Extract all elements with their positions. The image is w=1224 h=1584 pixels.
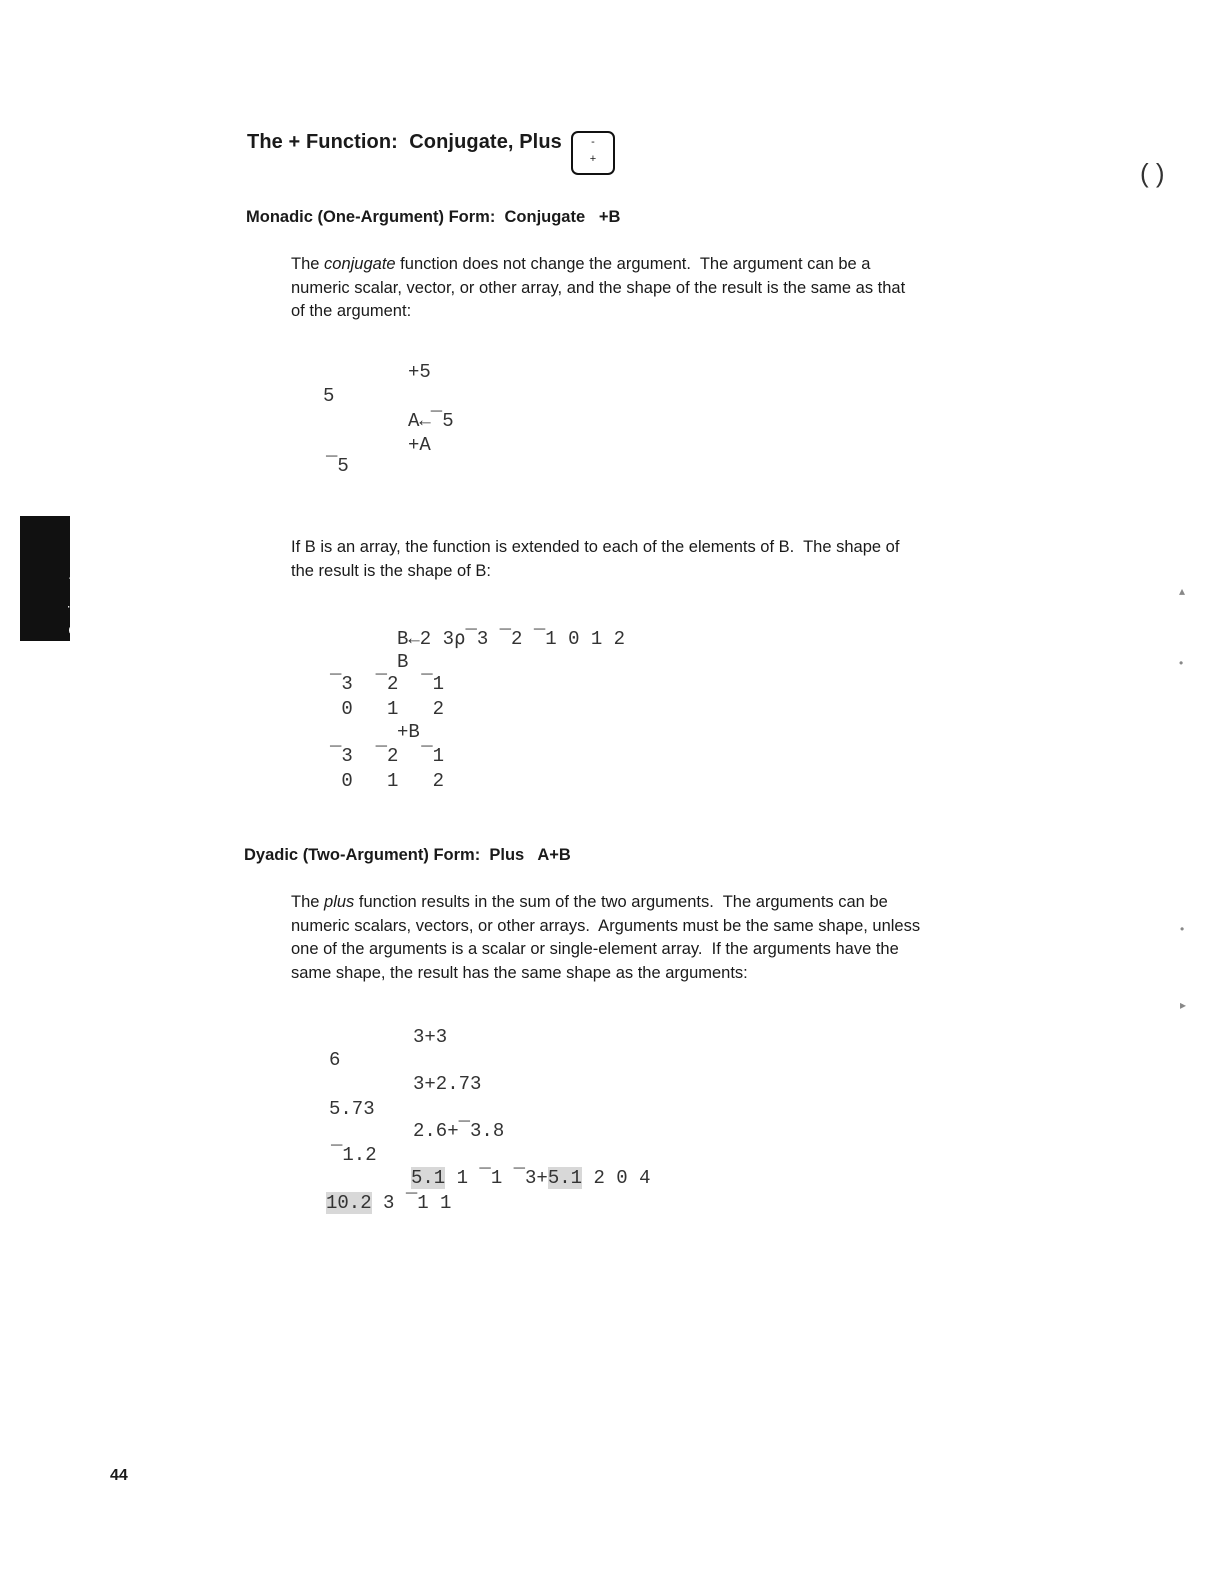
monadic-heading: Monadic (One-Argument) Form: Conjugate +B (246, 208, 621, 226)
highlight-10-2: 10.2 (326, 1192, 372, 1214)
monadic-line-1 (291, 253, 971, 277)
dyadic-paragraph (291, 891, 971, 985)
binding-mark-icon: ( ) (1140, 158, 1165, 188)
ex2-output-2: 0 1 2 (330, 698, 445, 720)
keycap-lower: + (589, 153, 597, 165)
scan-dot-icon: • (1180, 922, 1185, 936)
ex1-input-2: A←¯5 (408, 410, 454, 432)
keycap-upper: - (591, 136, 595, 148)
conjugate-term: conjugate (324, 255, 396, 273)
dyadic-line-3: one of the arguments is a scalar or single-element array. If the arguments have the (291, 940, 899, 958)
ex3-input-3: 2.6+¯3.8 (413, 1120, 505, 1142)
text-the: The (291, 255, 325, 273)
ex2-output-3: ¯3 ¯2 ¯1 (330, 745, 445, 767)
tab-line-1: Conjugate (66, 567, 83, 636)
array-line-1: If B is an array, the function is extended to each of the elements of B. The shape of (291, 538, 900, 556)
ex3-output-3: ¯1.2 (331, 1144, 377, 1166)
ex3-input-4-end: 2 0 4 (582, 1167, 651, 1189)
ex1-output-2: ¯5 (326, 455, 349, 477)
monadic-line-3: of the argument: (291, 302, 412, 320)
scan-dot-icon: ▸ (1180, 998, 1187, 1012)
array-paragraph (291, 536, 971, 583)
highlight-5-1-b: 5.1 (547, 1167, 583, 1189)
highlight-5-1-a: 5.1 (411, 1167, 446, 1189)
ex3-output-1: 6 (329, 1049, 341, 1071)
monadic-paragraph (291, 253, 971, 324)
text-the: The (291, 893, 325, 911)
ex3-output-4-rest: 3 ¯1 1 (371, 1192, 452, 1214)
ex3-input-1: 3+3 (413, 1026, 448, 1048)
ex3-input-2: 3+2.73 (413, 1073, 482, 1095)
dyadic-line-1 (291, 891, 971, 915)
ex2-output-4: 0 1 2 (330, 770, 445, 792)
array-line-2: the result is the shape of B: (291, 561, 491, 580)
tab-line-2: Plus (126, 606, 143, 636)
dyadic-line-2: numeric scalars, vectors, or other arrays. Arguments must be the same shape, unless (291, 916, 921, 935)
ex3-output-4 (326, 1192, 451, 1214)
ex3-output-2: 5.73 (329, 1098, 375, 1120)
page-number: 44 (110, 1467, 128, 1484)
page-title: The + Function: Conjugate, Plus (247, 131, 562, 153)
ex2-input-2: B (397, 651, 409, 673)
plus-term: plus (324, 893, 355, 911)
ex3-input-4 (411, 1167, 650, 1189)
ex2-input-3: +B (397, 721, 420, 743)
ex1-input-3: +A (408, 434, 431, 456)
plus-key-icon (571, 131, 615, 175)
dyadic-heading: Dyadic (Two-Argument) Form: Plus A+B (244, 846, 571, 864)
text-rest: function does not change the argument. The argument can be a (395, 255, 871, 273)
ex3-input-4-mid: 1 ¯1 ¯3+ (445, 1167, 548, 1189)
text-rest: function results in the sum of the two arguments. The arguments can be (354, 893, 888, 911)
ex2-output-1: ¯3 ¯2 ¯1 (330, 673, 445, 695)
ex1-output-1: 5 (323, 385, 335, 407)
section-tab-label (25, 568, 165, 636)
dyadic-line-4: same shape, the result has the same shape as the arguments: (291, 963, 748, 982)
ex1-input-1: +5 (408, 361, 431, 383)
monadic-line-2: numeric scalar, vector, or other array, and the shape of the result is the same as that (291, 278, 906, 297)
scan-dot-icon: ▴ (1179, 584, 1186, 598)
ex2-input-1: B←2 3⍴¯3 ¯2 ¯1 0 1 2 (397, 628, 626, 650)
scan-dot-icon: • (1179, 656, 1184, 670)
